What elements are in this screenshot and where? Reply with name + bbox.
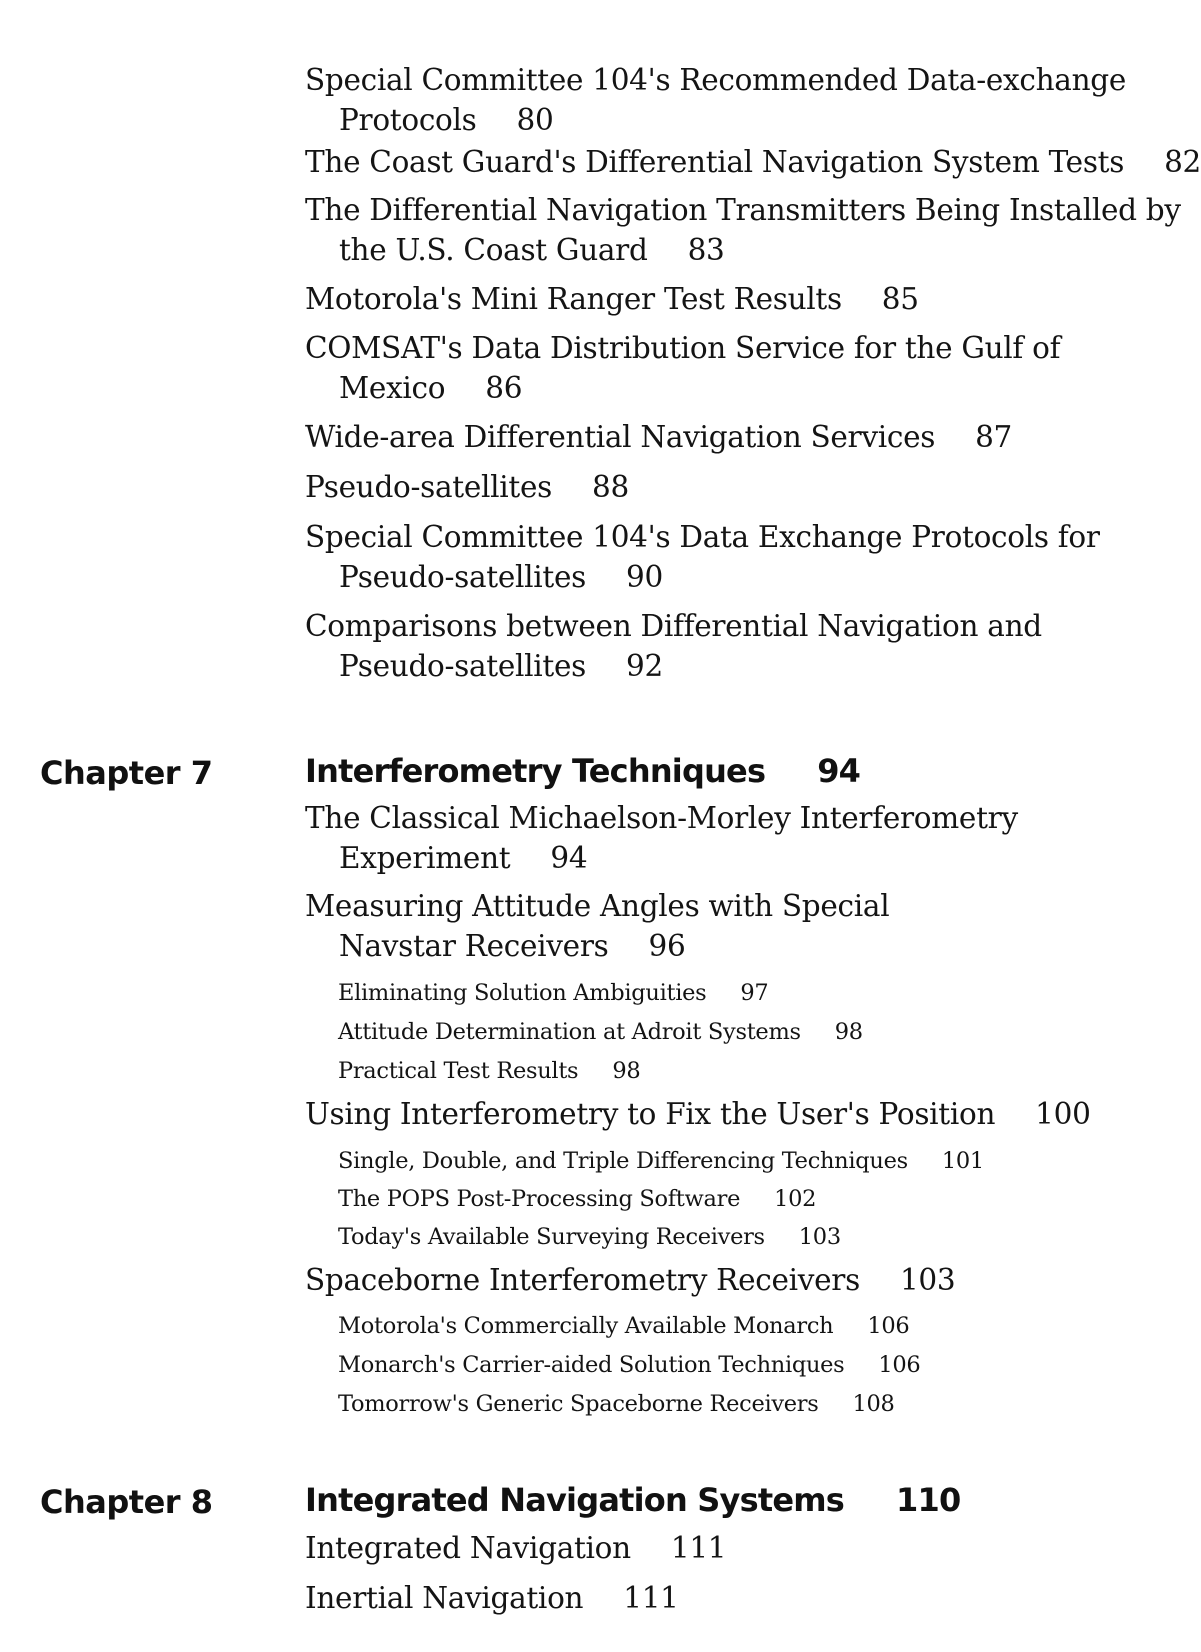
toc-entry: [305, 279, 1115, 319]
toc-subentry: [338, 1311, 1148, 1341]
toc-entry-title: COMSAT's Data Distribution Service for the Gulf of: [305, 331, 1061, 365]
toc-entry-title-continued: Pseudo-satellites: [339, 560, 586, 594]
toc-subentry: [338, 1146, 1148, 1176]
toc-page-number: 106: [867, 1313, 910, 1339]
toc-page-number: 82: [1164, 145, 1201, 179]
toc-subentry-title: Eliminating Solution Ambiguities: [338, 980, 707, 1006]
toc-subentry-title: Today's Available Surveying Receivers: [338, 1224, 765, 1250]
toc-subentry: [338, 1017, 1148, 1047]
toc-entry-title: The Classical Michaelson-Morley Interferometry: [305, 801, 1018, 835]
toc-subentry: [338, 1184, 1148, 1214]
toc-page-number: 85: [881, 282, 919, 316]
toc-page-number: 106: [878, 1352, 921, 1378]
toc-entry: [305, 517, 1115, 597]
toc-page-number: 102: [774, 1186, 817, 1212]
toc-page-number: 87: [975, 420, 1013, 454]
toc-page-number: 103: [899, 1263, 956, 1297]
toc-subentry-title: The POPS Post-Processing Software: [338, 1186, 741, 1212]
toc-page-number: 86: [485, 371, 523, 405]
toc-entry: [305, 328, 1115, 408]
toc-entry: [305, 1578, 1115, 1618]
toc-subentry: [338, 1222, 1148, 1252]
toc-entry-title: Pseudo-satellites: [305, 470, 552, 504]
toc-entry-title-continued: Navstar Receivers: [339, 929, 609, 963]
toc-page-number: 100: [1035, 1097, 1091, 1131]
toc-page-number: 83: [687, 233, 725, 267]
chapter-7-title: Interferometry Techniques: [305, 752, 766, 790]
toc-page-number: 97: [740, 980, 769, 1006]
toc-subentry: [338, 1389, 1148, 1419]
toc-entry-title-continued: Experiment: [339, 841, 511, 875]
toc-subentry-title: Single, Double, and Triple Differencing Techniques: [338, 1148, 908, 1174]
toc-page-number: 80: [516, 103, 554, 137]
toc-entry-title: The Differential Navigation Transmitters Being Installed by: [305, 193, 1181, 227]
toc-entry-title: Measuring Attitude Angles with Special: [305, 889, 890, 923]
chapter-7-label: Chapter 7: [40, 754, 213, 792]
toc-subentry: [338, 1056, 1148, 1086]
toc-entry-title: Wide-area Differential Navigation Services: [305, 420, 936, 454]
toc-subentry-title: Practical Test Results: [338, 1058, 579, 1084]
toc-entry-title-continued: the U.S. Coast Guard: [339, 233, 648, 267]
toc-subentry-title: Motorola's Commercially Available Monarch: [338, 1313, 834, 1339]
toc-entry: [305, 1094, 1115, 1134]
toc-entry: [305, 798, 1115, 878]
toc-entry: [305, 606, 1115, 686]
toc-entry: [305, 190, 1181, 270]
toc-entry-title: Using Interferometry to Fix the User's Position: [305, 1097, 996, 1131]
toc-page-number: 90: [625, 560, 663, 594]
toc-entry: [305, 467, 1115, 507]
toc-subentry-title: Attitude Determination at Adroit Systems: [338, 1019, 801, 1045]
toc-page-number: 111: [670, 1531, 727, 1565]
toc-entry-title: Comparisons between Differential Navigation and: [305, 609, 1042, 643]
toc-page-number: 103: [798, 1224, 841, 1250]
toc-entry-title: The Coast Guard's Differential Navigation System Tests: [305, 145, 1125, 179]
toc-page-number: 88: [591, 470, 629, 504]
chapter-8-heading: [305, 1481, 960, 1519]
toc-entry-title: Special Committee 104's Data Exchange Protocols for: [305, 520, 1100, 554]
toc-page-number: 111: [623, 1581, 679, 1615]
toc-entry: [305, 886, 1115, 966]
toc-entry-title: Motorola's Mini Ranger Test Results: [305, 282, 842, 316]
chapter-8-page: 110: [896, 1481, 961, 1519]
toc-entry-title: Spaceborne Interferometry Receivers: [305, 1263, 860, 1297]
toc-entry: [305, 1528, 1115, 1568]
chapter-7-heading: [305, 752, 860, 790]
toc-subentry: [338, 978, 1148, 1008]
chapter-8-label: Chapter 8: [40, 1483, 213, 1521]
toc-page-number: 96: [648, 929, 686, 963]
toc-entry: [305, 417, 1115, 457]
toc-entry-title: Integrated Navigation: [305, 1531, 631, 1565]
toc-subentry-title: Tomorrow's Generic Spaceborne Receivers: [338, 1391, 819, 1417]
chapter-7-page: 94: [817, 752, 861, 790]
toc-entry-title-continued: Mexico: [339, 371, 446, 405]
toc-page-number: 94: [550, 841, 588, 875]
toc-entry-title-continued: Pseudo-satellites: [339, 649, 586, 683]
toc-subentry-title: Monarch's Carrier-aided Solution Techniques: [338, 1352, 845, 1378]
toc-page-number: 101: [941, 1148, 984, 1174]
toc-page-number: 98: [612, 1058, 641, 1084]
toc-entry: [305, 142, 1201, 182]
chapter-8-title: Integrated Navigation Systems: [305, 1481, 845, 1519]
toc-page-number: 98: [834, 1019, 863, 1045]
toc-page-number: 92: [625, 649, 663, 683]
toc-entry-title: Inertial Navigation: [305, 1581, 584, 1615]
toc-subentry: [338, 1350, 1148, 1380]
toc-entry-title-continued: Protocols: [339, 103, 477, 137]
toc-entry: [305, 60, 1127, 140]
toc-entry: [305, 1260, 1115, 1300]
toc-entry-title: Special Committee 104's Recommended Data-exchange: [305, 63, 1127, 97]
toc-page-number: 108: [852, 1391, 895, 1417]
